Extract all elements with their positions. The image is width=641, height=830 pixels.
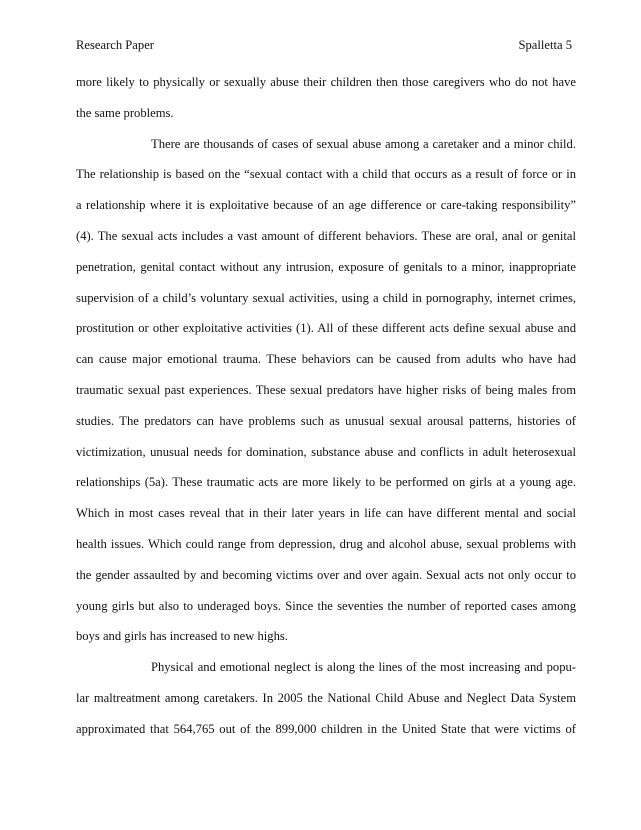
text-line: victimization, unusual needs for domination, substance abuse and conflicts in adult heterosexual (76, 444, 576, 459)
text-line: boys and girls has increased to new highs. (76, 629, 288, 644)
text-line: studies. The predators can have problems such as unusual sexual arousal patterns, histories of (76, 413, 576, 428)
text-line: penetration, genital contact without any intrusion, exposure of genitals to a minor, inappropriate (76, 259, 576, 274)
text-line: the same problems. (76, 105, 174, 120)
text-line: relationships (5a). These traumatic acts are more likely to be performed on girls at a young age. (76, 475, 576, 490)
text-line: approximated that 564,765 out of the 899,000 children in the United State that were victims of (76, 721, 576, 736)
text-line: lar maltreatment among caretakers. In 2005 the National Child Abuse and Neglect Data System (76, 690, 576, 705)
text-line: health issues. Which could range from depression, drug and alcohol abuse, sexual problems with (76, 536, 576, 551)
body-text (76, 74, 576, 752)
text-line: can cause major emotional trauma. These behaviors can be caused from adults who have had (76, 352, 576, 367)
text-line: traumatic sexual past experiences. These sexual predators have higher risks of being males from (76, 382, 576, 397)
text-line: Physical and emotional neglect is along the lines of the most increasing and popu- (151, 660, 576, 675)
text-line: supervision of a child’s voluntary sexual activities, using a child in pornography, internet crimes, (76, 290, 576, 305)
running-header-title: Research Paper (76, 38, 154, 52)
text-line: a relationship where it is exploitative because of an age difference or care-taking responsibility” (76, 198, 576, 213)
text-line: There are thousands of cases of sexual abuse among a caretaker and a minor child. (151, 136, 576, 151)
text-line: (4). The sexual acts includes a vast amount of different behaviors. These are oral, anal or genital (76, 228, 576, 243)
text-line: Which in most cases reveal that in their later years in life can have different mental and social (76, 506, 576, 521)
running-header-page-number: Spalletta 5 (518, 38, 572, 52)
text-line: The relationship is based on the “sexual contact with a child that occurs as a result of force or in (76, 167, 576, 182)
text-line: prostitution or other exploitative activities (1). All of these different acts define sexual abuse and (76, 321, 576, 336)
text-line: the gender assaulted by and becoming victims over and over again. Sexual acts not only occur to (76, 567, 576, 582)
text-line: young girls but also to underaged boys. Since the seventies the number of reported cases among (76, 598, 576, 613)
text-line: more likely to physically or sexually abuse their children then those caregivers who do not have (76, 75, 576, 89)
